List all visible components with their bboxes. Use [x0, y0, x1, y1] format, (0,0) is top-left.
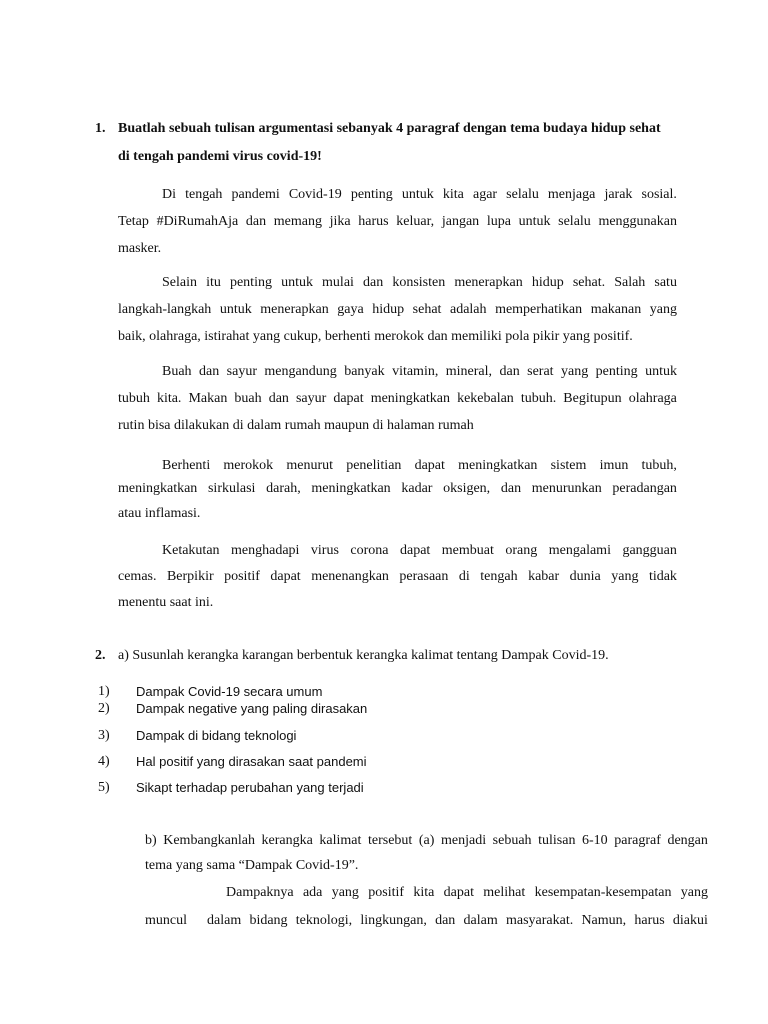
outline-number: 1): [98, 684, 110, 699]
paragraph-line: Buah dan sayur mengandung banyak vitamin, mineral, dan serat yang penting untuk: [162, 364, 677, 379]
paragraph-line: baik, olahraga, istirahat yang cukup, berhenti merokok dan memiliki pola pikir yang positif.: [118, 329, 633, 344]
outline-number: 4): [98, 754, 110, 769]
paragraph-line: tubuh kita. Makan buah dan sayur dapat meningkatkan kekebalan tubuh. Begitupun olahraga: [118, 391, 677, 406]
outline-text: Sikapt terhadap perubahan yang terjadi: [136, 780, 364, 795]
answer-line-2-rest: dalam bidang teknologi, lingkungan, dan dalam masyarakat. Namun, harus diakui: [207, 913, 708, 928]
paragraph-line: meningkatkan sirkulasi darah, meningkatkan kadar oksigen, dan menurunkan peradangan: [118, 481, 677, 496]
question-2b-prompt-line-2: tema yang sama “Dampak Covid-19”.: [145, 858, 359, 873]
paragraph-line: Berhenti merokok menurut penelitian dapat meningkatkan sistem imun tubuh,: [162, 458, 677, 473]
outline-number: 3): [98, 728, 110, 743]
question-1-prompt-line-1: Buatlah sebuah tulisan argumentasi sebanyak 4 paragraf dengan tema budaya hidup sehat: [118, 121, 661, 136]
question-1-number: 1.: [95, 121, 106, 136]
outline-text: Hal positif yang dirasakan saat pandemi: [136, 754, 367, 769]
paragraph-line: langkah-langkah untuk menerapkan gaya hidup sehat adalah memperhatikan makanan yang: [118, 302, 677, 317]
paragraph-line: Di tengah pandemi Covid-19 penting untuk kita agar selalu menjaga jarak sosial.: [162, 187, 677, 202]
answer-line-1: Dampaknya ada yang positif kita dapat melihat kesempatan-kesempatan yang: [226, 885, 708, 900]
question-2a-prompt: a) Susunlah kerangka karangan berbentuk kerangka kalimat tentang Dampak Covid-19.: [118, 648, 609, 663]
outline-number: 2): [98, 701, 110, 716]
outline-text: Dampak Covid-19 secara umum: [136, 684, 323, 699]
paragraph-line: rutin bisa dilakukan di dalam rumah maupun di halaman rumah: [118, 418, 474, 433]
paragraph-line: atau inflamasi.: [118, 506, 201, 521]
question-2-number: 2.: [95, 648, 106, 663]
question-1-prompt-line-2: di tengah pandemi virus covid-19!: [118, 149, 322, 164]
paragraph-line: Ketakutan menghadapi virus corona dapat membuat orang mengalami gangguan: [162, 543, 677, 558]
outline-text: Dampak di bidang teknologi: [136, 728, 297, 743]
answer-line-2-start: muncul: [145, 913, 187, 928]
outline-number: 5): [98, 780, 110, 795]
paragraph-line: masker.: [118, 241, 162, 256]
paragraph-line: cemas. Berpikir positif dapat menenangkan perasaan di tengah kabar dunia yang tidak: [118, 569, 677, 584]
paragraph-line: Selain itu penting untuk mulai dan konsisten menerapkan hidup sehat. Salah satu: [162, 275, 677, 290]
question-2b-prompt-line-1: b) Kembangkanlah kerangka kalimat tersebut (a) menjadi sebuah tulisan 6-10 paragraf dengan: [145, 833, 708, 848]
paragraph-line: menentu saat ini.: [118, 595, 214, 610]
paragraph-line: Tetap #DiRumahAja dan memang jika harus keluar, jangan lupa untuk selalu menggunakan: [118, 214, 677, 229]
outline-text: Dampak negative yang paling dirasakan: [136, 701, 368, 716]
